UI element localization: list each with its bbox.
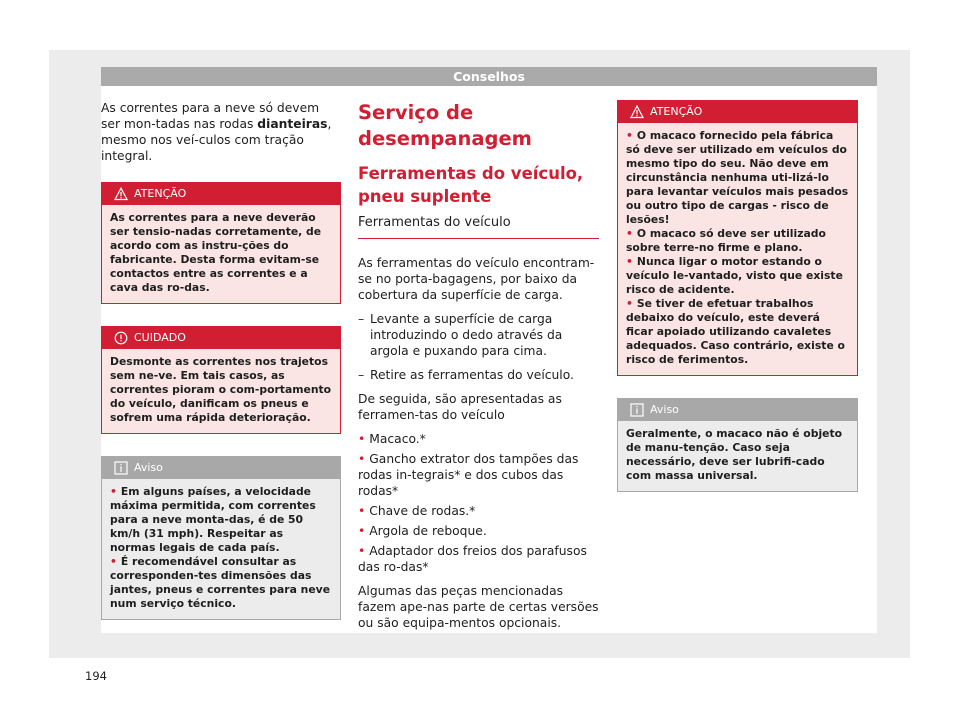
warning-label: ATENÇÃO: [134, 187, 187, 200]
warning-item: [626, 297, 849, 367]
paragraph: De seguida, são apresentadas as ferramen-tas do veículo: [358, 392, 562, 422]
caution-box-body: [102, 349, 340, 433]
tool-item: [358, 523, 599, 539]
notice-item: [110, 555, 332, 611]
bullet-icon: •: [358, 524, 366, 538]
page-background: [49, 50, 910, 683]
warning-item-text: Nunca ligar o motor estando o veículo le-vantado, visto que existe risco de acidente.: [626, 255, 843, 296]
notice-item-text: É recomendável consultar as corresponden-tes dimensões das jantes, pneus e correntes para neve num serviço técnico.: [110, 555, 331, 610]
bullet-icon: •: [358, 504, 366, 518]
bullet-icon: •: [626, 227, 633, 240]
section-header: Conselhos: [101, 67, 877, 86]
warning-item: [626, 255, 849, 297]
notice-text: Geralmente, o macaco não é objeto de manu-tenção. Caso seja necessário, deve ser lubrifi-cado com massa universal.: [626, 427, 843, 482]
bullet-icon: •: [626, 129, 633, 142]
paragraph: Algumas das peças mencionadas fazem ape-nas parte de certas versões ou são equipa-mentos opcionais.: [358, 584, 599, 630]
notice-box-body: [102, 479, 340, 619]
paragraph: As ferramentas do veículo encontram-se no porta-bagagens, por baixo da cobertura da superfície de carga.: [358, 256, 595, 302]
warning-triangle-icon: [114, 187, 128, 201]
notice-item-text: Em alguns países, a velocidade máxima permitida, com correntes para a neve monta-das, é de 50 km/h (31 mph). Respeitar as normas legais de cada país.: [110, 485, 316, 554]
tool-item: [358, 431, 599, 447]
caution-label: CUIDADO: [134, 331, 186, 344]
warning-box-body: [618, 123, 857, 375]
bullet-icon: •: [358, 452, 366, 466]
manual-page: [101, 67, 877, 633]
tool-item: [358, 543, 599, 575]
caution-box: [101, 326, 341, 434]
warning-triangle-icon: [630, 105, 644, 119]
tool-text: Adaptador dos freios dos parafusos das ro-das*: [358, 544, 587, 574]
subsection-title: Ferramentas do veículo: [358, 214, 599, 239]
tool-item: [358, 451, 599, 499]
page-number: 194: [85, 669, 107, 683]
bullet-icon: •: [626, 255, 633, 268]
bullet-icon: •: [626, 297, 633, 310]
intro-paragraph: [101, 100, 341, 164]
intro-text-end: , mesmo nos veí-culos com tração integral.: [101, 117, 332, 163]
intro-bold-text: dianteiras: [257, 117, 328, 131]
dash-icon: –: [358, 368, 365, 382]
bullet-icon: •: [110, 555, 117, 568]
chapter-title: Serviço de desempanagem: [358, 101, 532, 150]
tool-item: [358, 503, 599, 519]
notice-box-right: [617, 398, 858, 492]
caution-text: Desmonte as correntes nos trajetos sem ne-ve. Em tais casos, as correntes pioram o com-portamento do veículo, danificam os pneus e sofrem uma rápida deterioração.: [110, 355, 332, 424]
caution-box-header: [102, 327, 340, 349]
info-icon: [114, 461, 128, 475]
column-right: [617, 100, 858, 514]
warning-text: As correntes para a neve deverão ser tensio-nadas corretamente, de acordo com as instru-ções do fabricante. Desta forma evitam-se contactos entre as correntes e a cava das ro-das.: [110, 211, 322, 294]
step-item: [358, 367, 599, 383]
caution-circle-icon: [114, 331, 128, 345]
warning-item: [626, 227, 849, 255]
warning-box-jack: [617, 100, 858, 376]
section-title: Ferramentas do veículo, pneu suplente: [358, 164, 584, 206]
bullet-icon: •: [358, 432, 366, 446]
warning-label: ATENÇÃO: [650, 105, 703, 118]
tool-text: Gancho extrator dos tampões das rodas in-tegrais* e dos cubos das rodas*: [358, 452, 579, 498]
notice-box-header: [618, 399, 857, 421]
dash-icon: –: [358, 312, 365, 326]
step-text: Retire as ferramentas do veículo.: [370, 368, 574, 382]
notice-box-left: [101, 456, 341, 620]
warning-box-body: [102, 205, 340, 303]
warning-box-chains: [101, 182, 341, 304]
step-item: [358, 311, 599, 359]
notice-box-body: [618, 421, 857, 491]
warning-item-text: Se tiver de efetuar trabalhos debaixo do veículo, este deverá ficar apoiado utilizando cavaletes adequados. Caso contrário, existe o risco de ferimentos.: [626, 297, 845, 366]
info-icon: [630, 403, 644, 417]
column-middle: [358, 100, 599, 639]
bullet-icon: •: [110, 485, 117, 498]
warning-box-header: [618, 101, 857, 123]
tool-text: Argola de reboque.: [369, 524, 487, 538]
warning-item-text: O macaco fornecido pela fábrica só deve ser utilizado em veículos do mesmo tipo do seu. Não deve em circunstância nenhuma uti-lizá-lo para levantar veículos mais pesados ou outro tipo de cargas - risco de lesões!: [626, 129, 849, 226]
bullet-icon: •: [358, 544, 366, 558]
notice-item: [110, 485, 332, 555]
step-text: Levante a superfície de carga introduzindo o dedo através da argola e puxando para cima.: [370, 312, 563, 358]
notice-box-header: [102, 457, 340, 479]
notice-label: Aviso: [650, 403, 679, 416]
warning-box-header: [102, 183, 340, 205]
warning-item: [626, 129, 849, 227]
notice-label: Aviso: [134, 461, 163, 474]
intro-text: As correntes para a neve só devem ser mon-tadas nas rodas: [101, 101, 320, 131]
warning-item-text: O macaco só deve ser utilizado sobre terre-no firme e plano.: [626, 227, 826, 254]
column-left: [101, 100, 341, 642]
tool-text: Chave de rodas.*: [369, 504, 476, 518]
tool-text: Macaco.*: [369, 432, 426, 446]
